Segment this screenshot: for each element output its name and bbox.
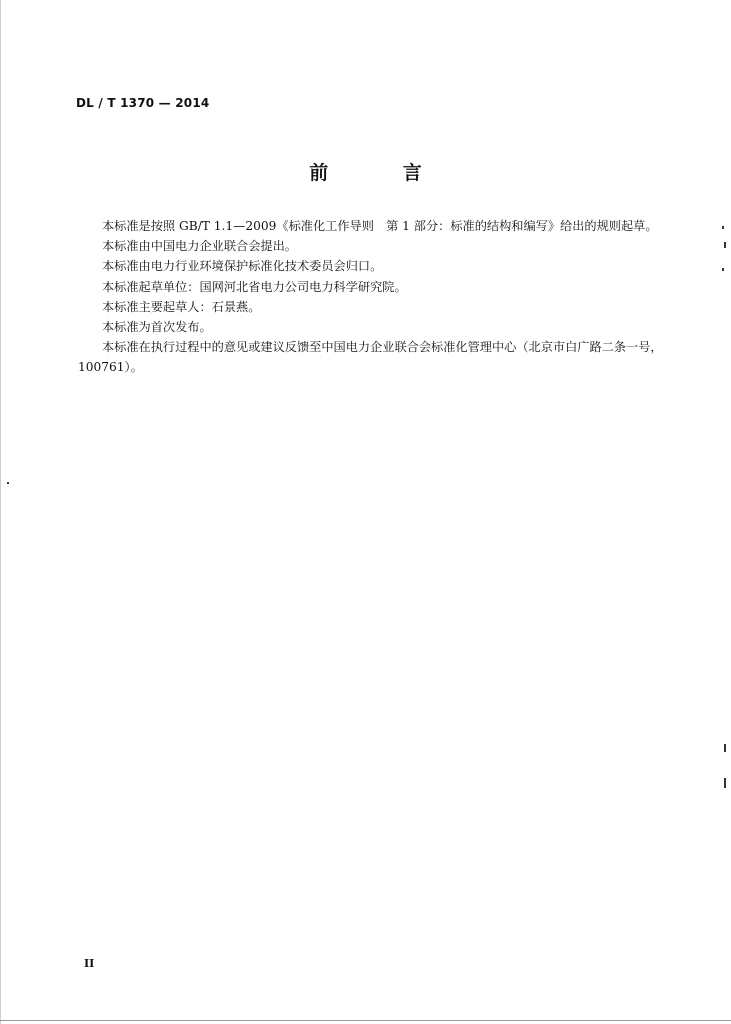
paragraph-committee: 本标准由电力行业环境保护标准化技术委员会归口。 — [102, 259, 383, 274]
scan-speck — [722, 226, 724, 229]
scan-speck — [7, 482, 9, 484]
scan-speck — [722, 268, 724, 271]
scan-edge-left — [0, 0, 1, 1024]
scan-speck — [724, 744, 726, 752]
scan-edge-bottom — [0, 1020, 731, 1021]
paragraph-drafting-rules: 本标准是按照 GB/T 1.1—2009《标准化工作导则 第 1 部分：标准的结构和编写》给出的规则起草。 — [102, 219, 658, 233]
paragraph-first-release: 本标准为首次发布。 — [102, 320, 212, 335]
paragraph-drafters: 本标准主要起草人：石景燕。 — [102, 299, 261, 314]
paragraph-drafting-unit: 本标准起草单位：国网河北省电力公司电力科学研究院。 — [102, 279, 407, 294]
page-number: II — [84, 957, 95, 970]
foreword-body — [78, 216, 668, 378]
scan-speck — [724, 242, 726, 248]
scan-speck — [724, 778, 726, 788]
standard-number: DL / T 1370 — 2014 — [76, 96, 210, 110]
paragraph-proposer: 本标准由中国电力企业联合会提出。 — [102, 239, 297, 254]
paragraph-feedback: 本标准在执行过程中的意见或建议反馈至中国电力企业联合会标准化管理中心（北京市白广路二条一号，100761）。 — [78, 340, 663, 375]
page-title: 前 言 — [309, 162, 456, 184]
